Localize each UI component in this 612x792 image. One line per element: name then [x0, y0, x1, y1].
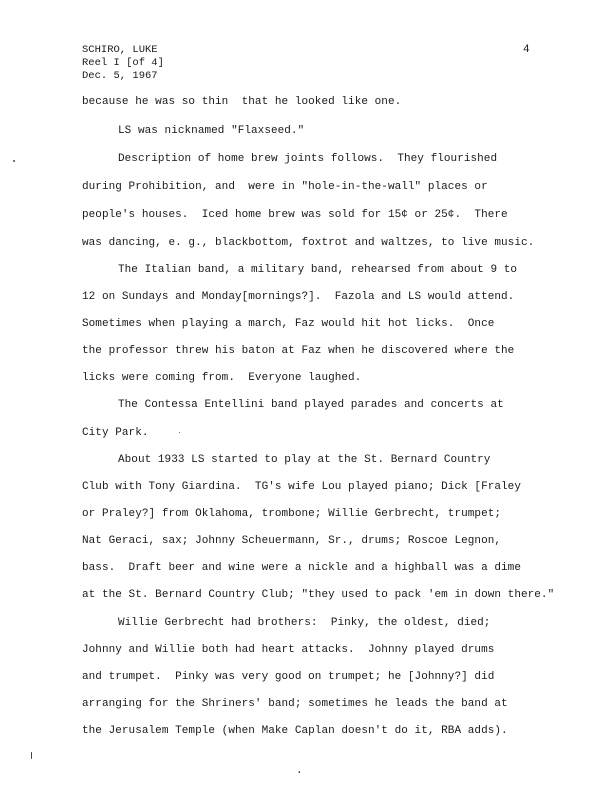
text-line: 12 on Sundays and Monday[mornings?]. Fazola and LS would attend. [82, 291, 515, 303]
text-line: About 1933 LS started to play at the St. Bernard Country [118, 454, 491, 466]
text-line: and trumpet. Pinky was very good on trumpet; he [Johnny?] did [82, 671, 495, 683]
text-line: LS was nicknamed "Flaxseed." [118, 125, 305, 137]
text-line: The Contessa Entellini band played parades and concerts at [118, 399, 504, 411]
scan-speck [179, 432, 180, 433]
text-line: Johnny and Willie both had heart attacks. Johnny played drums [82, 644, 495, 656]
reel-label: Reel I [of 4] [82, 57, 164, 69]
scan-speck [31, 752, 32, 759]
scan-speck [13, 160, 15, 162]
text-line: Sometimes when playing a march, Faz would hit hot licks. Once [82, 318, 495, 330]
text-line: licks were coming from. Everyone laughed. [82, 372, 362, 384]
text-line: Club with Tony Giardina. TG's wife Lou played piano; Dick [Fraley [82, 481, 521, 493]
text-line: City Park. [82, 427, 149, 439]
text-line: Description of home brew joints follows. They flourished [118, 153, 498, 165]
text-line: bass. Draft beer and wine were a nickle and a highball was a dime [82, 562, 521, 574]
page-number: 4 [523, 44, 530, 56]
text-line: people's houses. Iced home brew was sold for 15¢ or 25¢. There [82, 209, 508, 221]
interviewee-name: SCHIRO, LUKE [82, 44, 158, 56]
text-line: The Italian band, a military band, rehearsed from about 9 to [118, 264, 518, 276]
text-line: because he was so thin that he looked like one. [82, 96, 402, 108]
text-line: at the St. Bernard Country Club; "they used to pack 'em in down there." [82, 589, 555, 601]
text-line: Willie Gerbrecht had brothers: Pinky, the oldest, died; [118, 617, 491, 629]
interview-date: Dec. 5, 1967 [82, 70, 158, 82]
text-line: the professor threw his baton at Faz when he discovered where the [82, 345, 515, 357]
stray-period: . [296, 765, 303, 777]
text-line: the Jerusalem Temple (when Make Caplan doesn't do it, RBA adds). [82, 725, 508, 737]
text-line: was dancing, e. g., blackbottom, foxtrot and waltzes, to live music. [82, 237, 535, 249]
text-line: or Praley?] from Oklahoma, trombone; Willie Gerbrecht, trumpet; [82, 508, 502, 520]
text-line: during Prohibition, and were in "hole-in-the-wall" places or [82, 181, 488, 193]
text-line: Nat Geraci, sax; Johnny Scheuermann, Sr., drums; Roscoe Legnon, [82, 535, 502, 547]
text-line: arranging for the Shriners' band; sometimes he leads the band at [82, 698, 508, 710]
